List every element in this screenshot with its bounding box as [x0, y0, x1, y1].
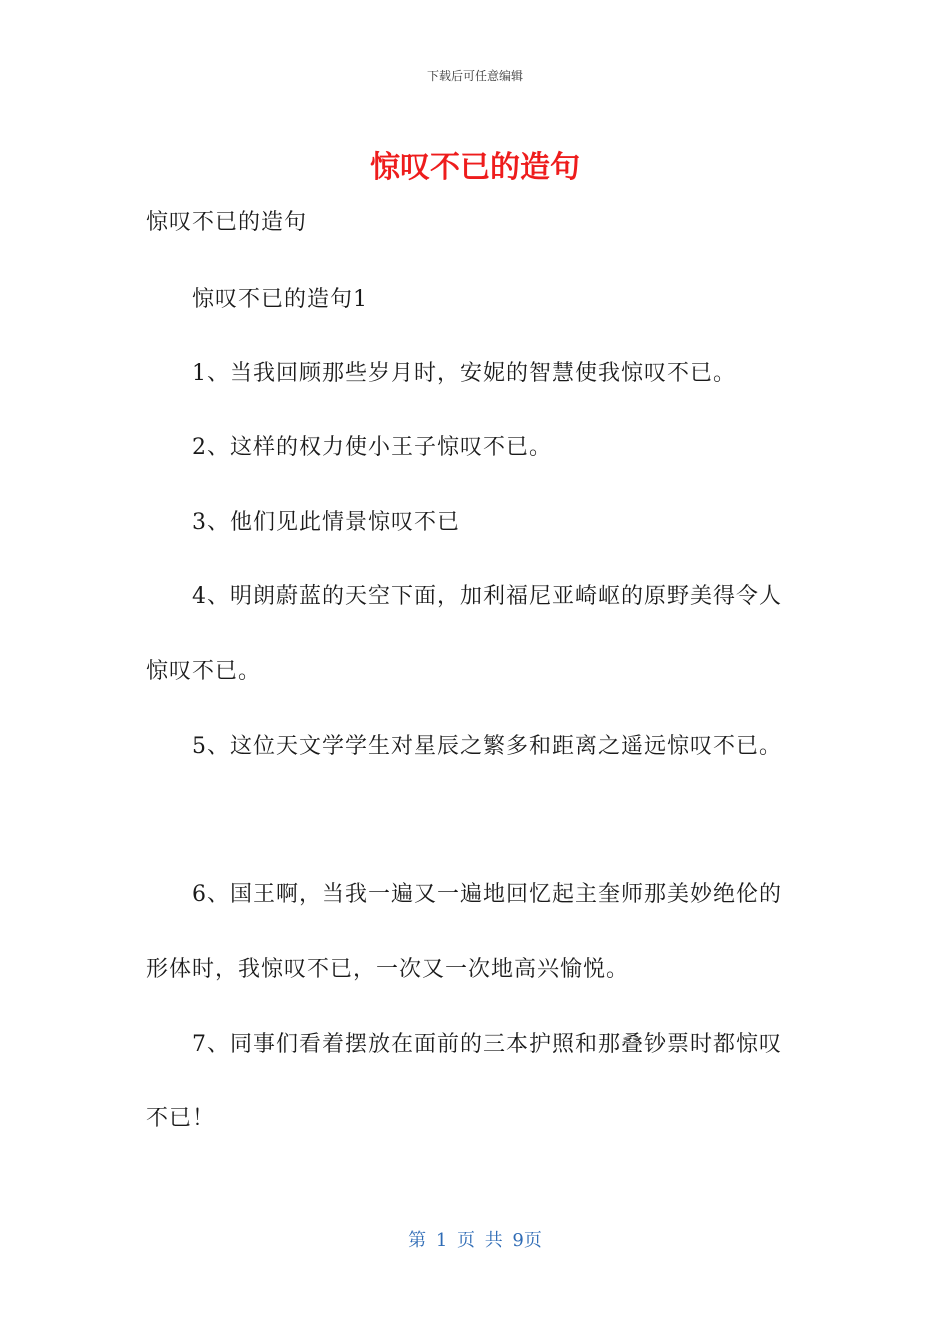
- sentence-6-part-2: 形体时，我惊叹不已，一次又一次地高兴愉悦。: [146, 957, 630, 982]
- sentence-3: 3、他们见此情景惊叹不已: [192, 510, 460, 535]
- subtitle-line: 惊叹不已的造句: [146, 210, 308, 235]
- sentence-5: 5、这位天文学学生对星辰之繁多和距离之遥远惊叹不已。: [192, 734, 782, 759]
- sentence-1: 1、当我回顾那些岁月时，安妮的智慧使我惊叹不已。: [192, 361, 736, 386]
- sentence-6-part-1: 6、国王啊，当我一遍又一遍地回忆起主奎师那美妙绝伦的: [192, 882, 782, 907]
- sentence-7-part-2: 不已！: [146, 1106, 216, 1131]
- section-heading: 惊叹不已的造句1: [192, 287, 368, 312]
- document-title: 惊叹不已的造句: [370, 150, 580, 185]
- page-number: 第 1 页 共 9页: [408, 1230, 542, 1251]
- sentence-2: 2、这样的权力使小王子惊叹不已。: [192, 435, 552, 460]
- sentence-7-part-1: 7、同事们看着摆放在面前的三本护照和那叠钞票时都惊叹: [192, 1032, 782, 1057]
- sentence-4-part-2: 惊叹不已。: [146, 659, 262, 684]
- sentence-4-part-1: 4、明朗蔚蓝的天空下面，加利福尼亚崎岖的原野美得令人: [192, 584, 782, 609]
- header-note: 下载后可任意编辑: [426, 69, 523, 83]
